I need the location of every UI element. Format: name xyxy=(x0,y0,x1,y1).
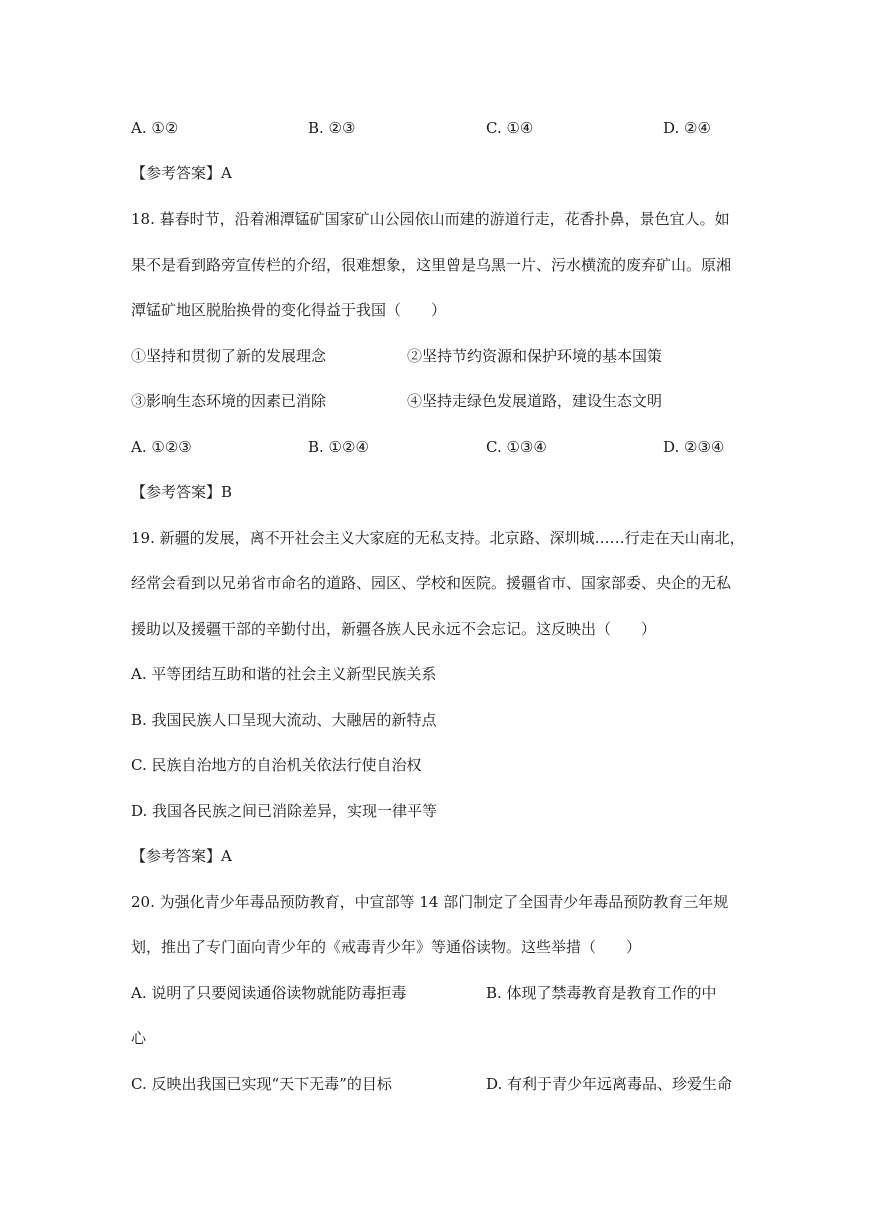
q19-option-b: B. 我国民族人口呈现大流动、大融居的新特点 xyxy=(131,711,437,729)
q17-option-d: D. ②④ xyxy=(663,119,711,137)
q17-option-c: C. ①④ xyxy=(486,119,534,137)
q18-stem-line-1: 18. 暮春时节，沿着湘潭锰矿国家矿山公园依山而建的游道行走，花香扑鼻，景色宜人。如 xyxy=(131,210,730,228)
q18-statement-4: ④坚持走绿色发展道路，建设生态文明 xyxy=(407,392,663,410)
q20-stem-line-2: 划，推出了专门面向青少年的《戒毒青少年》等通俗读物。这些举措（ ） xyxy=(131,938,642,956)
q20-option-c: C. 反映出我国已实现“天下无毒”的目标 xyxy=(131,1075,392,1093)
q19-answer: 【参考答案】A xyxy=(131,847,232,865)
q18-statement-1: ①坚持和贯彻了新的发展理念 xyxy=(131,347,327,365)
q18-option-a: A. ①②③ xyxy=(131,438,192,456)
q18-stem-line-3: 潭锰矿地区脱胎换骨的变化得益于我国（ ） xyxy=(131,301,447,319)
q20-option-b: B. 体现了禁毒教育是教育工作的中 xyxy=(486,984,717,1002)
q19-stem-line-1: 19. 新疆的发展，离不开社会主义大家庭的无私支持。北京路、深圳城……行走在天山南北， xyxy=(131,529,745,547)
q20-option-d: D. 有利于青少年远离毒品、珍爱生命 xyxy=(486,1075,733,1093)
q17-answer: 【参考答案】A xyxy=(131,164,232,182)
q18-option-b: B. ①②④ xyxy=(308,438,369,456)
q18-option-d: D. ②③④ xyxy=(663,438,725,456)
q19-option-d: D. 我国各民族之间已消除差异，实现一律平等 xyxy=(131,802,438,820)
q18-answer: 【参考答案】B xyxy=(131,483,233,501)
q19-option-c: C. 民族自治地方的自治机关依法行使自治权 xyxy=(131,756,422,774)
q17-option-a: A. ①② xyxy=(131,119,179,137)
q20-option-a: A. 说明了只要阅读通俗读物就能防毒拒毒 xyxy=(131,984,407,1002)
q17-option-b: B. ②③ xyxy=(308,119,356,137)
q18-statement-3: ③影响生态环境的因素已消除 xyxy=(131,392,327,410)
q18-stem-line-2: 果不是看到路旁宣传栏的介绍，很难想象，这里曾是乌黑一片、污水横流的废弃矿山。原湘 xyxy=(131,256,732,274)
q20-option-b-wrap: 心 xyxy=(131,1029,147,1047)
q19-stem-line-3: 援助以及援疆干部的辛勤付出，新疆各族人民永远不会忘记。这反映出（ ） xyxy=(131,620,657,638)
q18-statement-2: ②坚持节约资源和保护环境的基本国策 xyxy=(407,347,663,365)
q19-option-a: A. 平等团结互助和谐的社会主义新型民族关系 xyxy=(131,665,437,683)
q20-stem-line-1: 20. 为强化青少年毒品预防教育，中宣部等 14 部门制定了全国青少年毒品预防教育三年规 xyxy=(131,893,729,911)
q19-stem-line-2: 经常会看到以兄弟省市命名的道路、园区、学校和医院。援疆省市、国家部委、央企的无私 xyxy=(131,574,732,592)
q18-option-c: C. ①③④ xyxy=(486,438,547,456)
